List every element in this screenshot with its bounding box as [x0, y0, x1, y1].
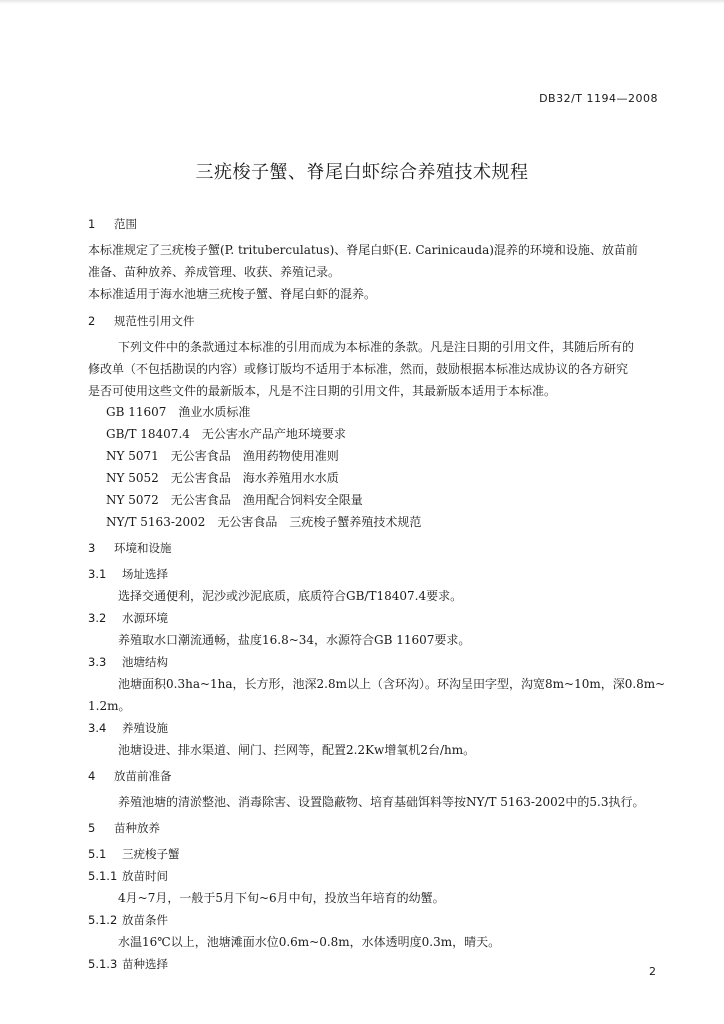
- reference-item: NY 5071 无公害食品 渔用药物使用准则: [106, 449, 339, 463]
- section-title: 环境和设施: [114, 541, 172, 555]
- paragraph-line: 养殖取水口潮流通畅，盐度16.8~34，水源符合GB 11607要求。: [118, 633, 471, 647]
- subsection-title: 放苗条件: [122, 913, 168, 927]
- paragraph-line: 本标准适用于海水池塘三疣梭子蟹、脊尾白虾的混养。: [88, 287, 377, 301]
- subsection-number: 3.4: [88, 721, 107, 735]
- scan-edge-shadow: [0, 0, 724, 4]
- subsection-title: 放苗时间: [122, 869, 168, 883]
- subsection-number: 3.2: [88, 611, 107, 625]
- section-number: 3: [88, 541, 96, 555]
- section-number: 5: [88, 821, 96, 835]
- subsection-heading: [88, 866, 668, 886]
- section-2-heading: [88, 311, 668, 331]
- section-title: 范围: [114, 217, 137, 231]
- paragraph-line: 养殖池塘的清淤整池、消毒除害、设置隐蔽物、培育基础饵料等按NY/T 5163-2002中的5.3执行。: [118, 795, 645, 809]
- paragraph-line: 水温16℃以上，池塘滩面水位0.6m~0.8m，水体透明度0.3m，晴天。: [118, 935, 501, 949]
- subsection-number: 5.1.3: [88, 957, 118, 971]
- reference-item: NY 5052 无公害食品 海水养殖用水水质: [106, 471, 339, 485]
- subsection-number: 5.1.1: [88, 869, 118, 883]
- subsection-number: 3.3: [88, 655, 107, 669]
- paragraph-line: 池塘设进、排水渠道、闸门、拦网等，配置2.2Kw增氧机2台/hm。: [118, 743, 476, 757]
- page-number: 2: [649, 965, 656, 978]
- paragraph-line: 池塘面积0.3ha~1ha，长方形，池深2.8m以上（含环沟）。环沟呈田字型，沟宽8m~10m，深0.8m~: [118, 677, 666, 691]
- section-title: 规范性引用文件: [114, 314, 195, 328]
- standard-code: DB32/T 1194—2008: [539, 92, 658, 105]
- subsection-heading: [88, 652, 668, 672]
- paragraph-line: 4月~7月，一般于5月下旬~6月中旬，投放当年培育的幼蟹。: [118, 891, 445, 905]
- paragraph-line: 本标准规定了三疣梭子蟹(P. trituberculatus)、脊尾白虾(E. Carinicauda)混养的环境和设施、放苗前: [88, 243, 638, 257]
- reference-item: GB/T 18407.4 无公害水产品产地环境要求: [106, 427, 346, 441]
- section-3-heading: [88, 538, 668, 558]
- subsection-number: 5.1: [88, 847, 107, 861]
- subsection-heading: [88, 564, 668, 584]
- subsection-heading: [88, 954, 668, 974]
- subsection-title: 养殖设施: [122, 721, 168, 735]
- reference-item: NY/T 5163-2002 无公害食品 三疣梭子蟹养殖技术规范: [106, 515, 422, 529]
- subsection-title: 苗种选择: [122, 957, 168, 971]
- reference-item: NY 5072 无公害食品 渔用配合饲料安全限量: [106, 493, 363, 507]
- paragraph-line: 1.2m。: [88, 699, 131, 713]
- paragraph-line: 下列文件中的条款通过本标准的引用而成为本标准的条款。凡是注日期的引用文件，其随后所有的: [118, 340, 635, 354]
- subsection-heading: [88, 608, 668, 628]
- subsection-title: 三疣梭子蟹: [122, 847, 180, 861]
- subsection-title: 场址选择: [122, 567, 168, 581]
- subsection-number: 3.1: [88, 567, 107, 581]
- document-title: 三疣梭子蟹、脊尾白虾综合养殖技术规程: [195, 162, 529, 183]
- section-1-heading: [88, 214, 668, 234]
- section-5-heading: [88, 818, 668, 838]
- paragraph-line: 修改单（不包括勘误的内容）或修订版均不适用于本标准，然而，鼓励根据本标准达成协议的各方研究: [88, 362, 629, 376]
- subsection-title: 池塘结构: [122, 655, 168, 669]
- subsection-heading: [88, 718, 668, 738]
- paragraph-line: 是否可使用这些文件的最新版本，凡是不注日期的引用文件，其最新版本适用于本标准。: [88, 384, 557, 398]
- section-4-heading: [88, 766, 668, 786]
- section-number: 2: [88, 314, 96, 328]
- reference-item: GB 11607 渔业水质标准: [106, 405, 251, 419]
- section-title: 苗种放养: [114, 821, 160, 835]
- subsection-heading: [88, 910, 668, 930]
- subsection-number: 5.1.2: [88, 913, 118, 927]
- paragraph-line: 选择交通便利，泥沙或沙泥底质，底质符合GB/T18407.4要求。: [118, 589, 463, 603]
- section-number: 4: [88, 769, 96, 783]
- section-number: 1: [88, 217, 96, 231]
- subsection-heading: [88, 844, 668, 864]
- section-title: 放苗前准备: [114, 769, 172, 783]
- paragraph-line: 准备、苗种放养、养成管理、收获、养殖记录。: [88, 265, 341, 279]
- subsection-title: 水源环境: [122, 611, 168, 625]
